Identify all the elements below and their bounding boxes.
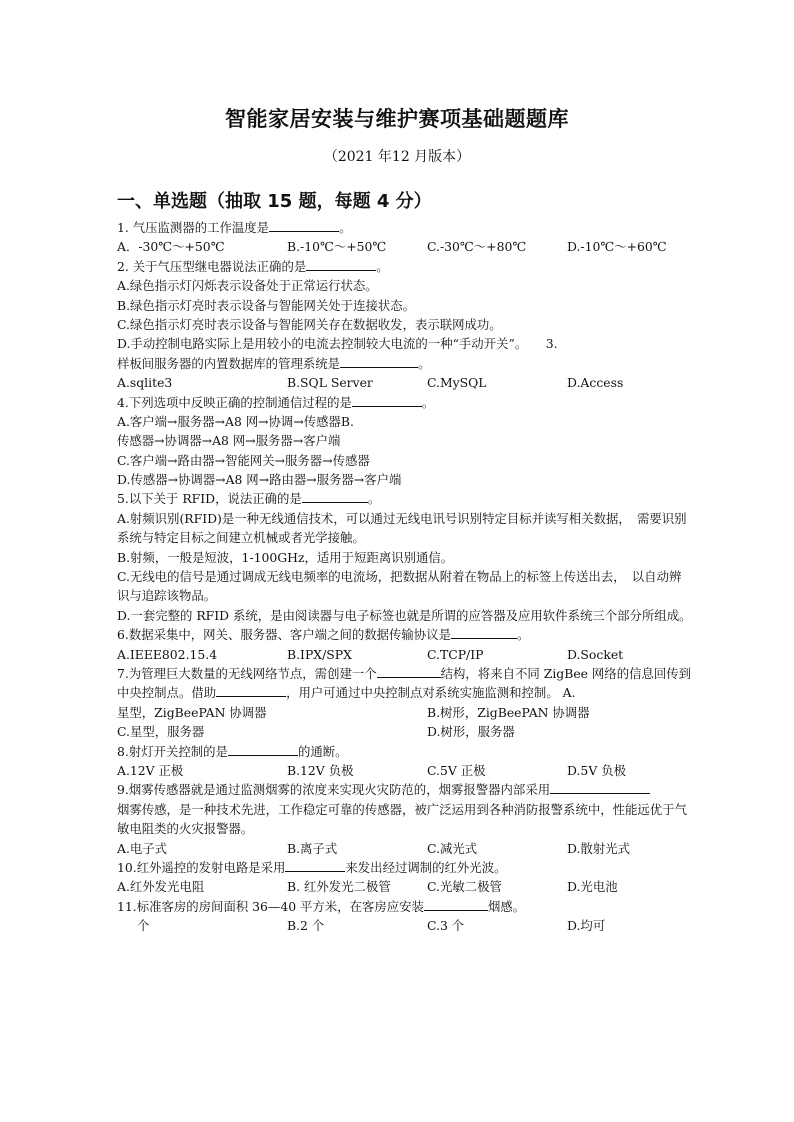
answer-blank — [216, 683, 286, 697]
option-b: 传感器→协调器→A8 网→服务器→客户端 — [117, 433, 341, 449]
question-9-text: 烟雾传感，是一种技术先进，工作稳定可靠的传感器，被广泛运用到各种消防报警系统中，性能远优于气敏电阻类的火灾报警器。 — [117, 801, 687, 837]
option-c: C.绿色指示灯亮时表示设备与智能网关存在数据收发，表示联网成功。 — [117, 316, 502, 332]
option-a: 个 — [137, 918, 150, 934]
option-b: B.2 个 — [287, 918, 325, 934]
option-d: D.-10℃～+60℃ — [567, 239, 667, 255]
question-1-stem: 1. 气压监测器的工作温度是 。 — [117, 220, 352, 235]
option-c: C.光敏二极管 — [427, 879, 502, 895]
option-b: B.树形，ZigBeePAN 协调器 — [427, 704, 590, 720]
option-c: C.减光式 — [427, 840, 478, 856]
question-4-stem: 4.下列选项中反映正确的控制通信过程的是 。 — [117, 394, 435, 410]
answer-blank — [352, 393, 422, 407]
question-3-options — [117, 373, 692, 392]
option-c: C.客户端→路由器→智能网关→服务器→传感器 — [117, 452, 370, 468]
option-a: A.红外发光电阻 — [117, 879, 205, 895]
answer-blank — [306, 257, 376, 271]
option-a: A．-30℃～+50℃ — [117, 239, 225, 255]
option-a: A.射频识别(RFID)是一种无线通信技术，可以通过无线电讯号识别特定目标并读写相关数据， 需要识别系统与特定目标之间建立机械或者光学接触。 — [117, 510, 687, 546]
option-c: C.5V 正极 — [427, 763, 486, 779]
answer-blank — [451, 625, 517, 639]
question-list — [117, 218, 692, 936]
option-b: B.绿色指示灯亮时表示设备与智能网关处于连接状态。 — [117, 297, 416, 313]
option-d: D.Access — [567, 375, 624, 391]
option-b: B.离子式 — [287, 840, 338, 856]
question-11-options — [117, 916, 692, 935]
question-8-options — [117, 761, 692, 780]
question-3-stem: 样板间服务器的内置数据库的管理系统是 。 — [117, 355, 431, 371]
answer-blank — [228, 742, 298, 756]
option-a: 星型，ZigBeePAN 协调器 — [117, 704, 267, 720]
question-7-options-row1 — [117, 703, 692, 722]
option-a: A.客户端→服务器→A8 网→协调→传感器B. — [117, 413, 354, 429]
question-1-options — [117, 237, 692, 256]
answer-blank — [377, 664, 441, 678]
option-d: D.树形，服务器 — [427, 724, 515, 740]
option-d: D.5V 负极 — [567, 763, 626, 779]
question-9-options — [117, 839, 692, 858]
option-c: C.星型，服务器 — [117, 724, 205, 740]
question-2-stem: 2. 关于气压型继电器说法正确的是 。 — [117, 258, 389, 274]
option-a: A.sqlite3 — [117, 375, 173, 391]
option-d: D.传感器→协调器→A8 网→路由器→服务器→客户端 — [117, 472, 402, 488]
option-d: D.光电池 — [567, 879, 618, 895]
answer-blank — [340, 354, 418, 368]
option-b: B.SQL Server — [287, 375, 373, 391]
option-c: C.MySQL — [427, 375, 487, 391]
option-c: C.-30℃～+80℃ — [427, 239, 527, 255]
question-10-stem: 10.红外遥控的发射电路是采用 来发出经过调制的红外光波。 — [117, 860, 507, 876]
document-subtitle: （2021 年12 月版本） — [323, 149, 471, 165]
option-b: B.12V 负极 — [287, 763, 354, 779]
option-b: B.射频，一般是短波，1-100GHz，适用于短距离识别通信。 — [117, 549, 454, 565]
option-d: D.Socket — [567, 646, 624, 662]
answer-blank — [302, 489, 368, 503]
question-10-options — [117, 877, 692, 896]
option-c: C.TCP/IP — [427, 646, 484, 662]
question-7-options-row2 — [117, 722, 692, 741]
answer-blank — [285, 858, 345, 872]
option-b: B. 红外发光二极管 — [287, 879, 391, 895]
option-a: A.IEEE802.15.4 — [117, 646, 218, 662]
option-d: D.均可 — [567, 918, 606, 934]
answer-blank — [424, 897, 488, 911]
document-title: 智能家居安装与维护赛项基础题题库 — [225, 106, 569, 131]
option-a: A.12V 正极 — [117, 763, 184, 779]
section-heading: 一、单选题（抽取 15 题，每题 4 分） — [117, 191, 432, 212]
answer-blank — [269, 218, 339, 232]
option-d: D.散射光式 — [567, 840, 630, 856]
answer-blank — [550, 780, 650, 794]
question-8-stem: 8.射灯开关控制的是 的通断。 — [117, 743, 348, 759]
option-a: A.绿色指示灯闪烁表示设备处于正常运行状态。 — [117, 278, 378, 294]
option-d: D.手动控制电路实际上是用较小的电流去控制较大电流的一种“手动开关”。 3. — [117, 336, 558, 352]
option-d: D.一套完整的 RFID 系统，是由阅读器与电子标签也就是所谓的应答器及应用软件系统三个部分所组成。 — [117, 607, 692, 623]
question-5-stem: 5.以下关于 RFID，说法正确的是 。 — [117, 491, 381, 507]
option-b: B.IPX/SPX — [287, 646, 352, 662]
question-6-options — [117, 645, 692, 664]
option-c: C.无线电的信号是通过调成无线电频率的电流场，把数据从附着在物品上的标签上传送出去， 以自动辨识与追踪该物品。 — [117, 569, 682, 604]
question-6-stem: 6.数据采集中，网关、服务器、客户端之间的数据传输协议是 。 — [117, 627, 530, 643]
question-11-stem: 11.标准客房的房间面积 36—40 平方米，在客房应安装 烟感。 — [117, 898, 526, 914]
option-b: B.-10℃～+50℃ — [287, 239, 387, 255]
question-7-stem: 7.为管理巨大数量的无线网络节点，需创建一个 结构，将来自不同 ZigBee 网络的信息回传到中央控制点。借助 ，用户可通过中央控制点对系统实施监测和控制。 A. — [117, 666, 692, 701]
option-c: C.3 个 — [427, 918, 465, 934]
question-9-stem: 9.烟雾传感器就是通过监测烟雾的浓度来实现火灾防范的，烟雾报警器内部采用 — [117, 780, 692, 799]
option-a: A.电子式 — [117, 840, 168, 856]
